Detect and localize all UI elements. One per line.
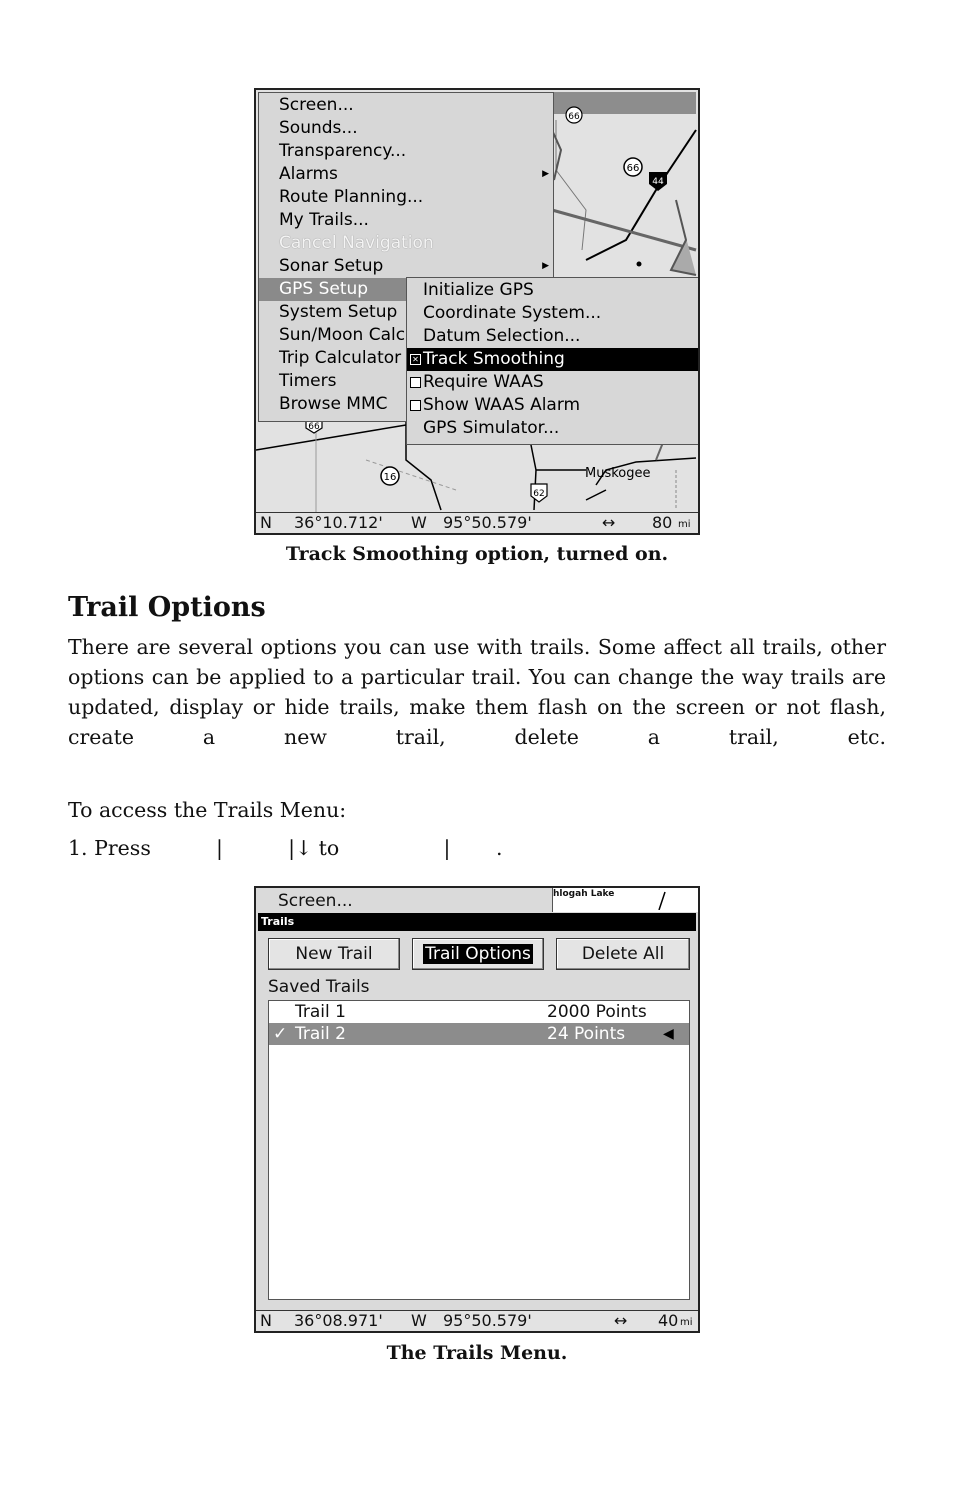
row-pointer-icon: ◀ — [663, 1026, 674, 1042]
trail-name: Trail 1 — [295, 1002, 346, 1022]
svg-text:62: 62 — [533, 489, 545, 499]
highway-shield-16 — [381, 467, 399, 485]
delete-all-button[interactable]: Delete All — [556, 938, 690, 970]
submenu-item-track-smoothing[interactable]: ✕ Track Smoothing — [407, 348, 699, 371]
menu-item-transparency[interactable]: Transparency... — [279, 141, 407, 161]
section-heading: Trail Options — [68, 592, 266, 623]
gps-setup-submenu — [406, 277, 700, 445]
menu-item-route-planning[interactable]: Route Planning... — [279, 187, 424, 207]
map-corner: hlogah Lake — [552, 888, 699, 912]
svg-text:66: 66 — [626, 163, 640, 174]
submenu-item-require-waas[interactable]: Require WAAS — [407, 371, 699, 394]
menu-item-timers[interactable]: Timers — [279, 371, 337, 391]
checkbox-unchecked-icon[interactable] — [410, 400, 421, 411]
trails-title-bar: Trails — [258, 913, 696, 931]
range-unit: mi — [678, 519, 691, 530]
range-unit: mi — [680, 1317, 693, 1328]
checkbox-unchecked-icon[interactable] — [410, 377, 421, 388]
status-bar — [256, 1310, 698, 1331]
saved-trails-label: Saved Trails — [268, 977, 370, 997]
highway-shield-top — [566, 107, 582, 123]
figure-caption-1: Track Smoothing option, turned on. — [285, 543, 669, 565]
checkmark-icon: ✓ — [273, 1024, 288, 1044]
menu-item-system-setup[interactable]: System Setup — [279, 302, 398, 322]
trail-options-button[interactable]: Trail Options — [412, 938, 544, 970]
submenu-item-initialize-gps[interactable]: Initialize GPS — [423, 280, 534, 300]
svg-text:Muskogee: Muskogee — [585, 466, 651, 481]
latitude: 36°08.971' — [294, 1311, 383, 1330]
status-bar — [256, 512, 698, 533]
trail-name: Trail 2 — [295, 1024, 346, 1044]
saved-trails-list — [268, 1000, 690, 1300]
new-trail-button[interactable]: New Trail — [268, 938, 400, 970]
range-value: 80 — [652, 513, 673, 532]
city-label-muskogee — [585, 466, 651, 481]
trail-row-1[interactable] — [269, 1001, 689, 1023]
menu-item-screen[interactable]: Screen... — [279, 95, 354, 115]
submenu-arrow-icon: ▶ — [542, 261, 549, 271]
lat-hemisphere: N — [260, 1311, 272, 1330]
svg-text:66: 66 — [308, 422, 320, 432]
menu-item-sonar-setup[interactable]: Sonar Setup ▶ — [279, 256, 549, 276]
lon-hemisphere: W — [411, 1311, 427, 1330]
trails-menu-screenshot — [254, 886, 700, 1333]
trail-row-2[interactable] — [269, 1023, 689, 1045]
menu-item-trip-calculator[interactable]: Trip Calculator — [279, 348, 402, 368]
range-arrow-icon: ↔ — [602, 513, 616, 532]
gps-setup-screenshot — [254, 88, 700, 535]
menu-item-sun-moon[interactable]: Sun/Moon Calc — [279, 325, 406, 345]
menu-item-alarms[interactable]: Alarms ▶ — [279, 164, 549, 184]
range-value: 40 — [658, 1311, 679, 1330]
menu-item-sounds[interactable]: Sounds... — [279, 118, 358, 138]
trail-points: 2000 Points — [547, 1002, 647, 1022]
figure-caption-2: The Trails Menu. — [386, 1342, 568, 1364]
latitude: 36°10.712' — [294, 513, 383, 532]
submenu-item-show-waas-alarm[interactable]: Show WAAS Alarm — [407, 394, 699, 417]
submenu-arrow-icon: ▶ — [542, 169, 549, 179]
trail-points: 24 Points — [547, 1024, 626, 1044]
intro-paragraph: There are several options you can use with trails. Some affect all trails, other options can be applied to a particular trail. You can change the way trails are updated, display or hide trails, make them flash on the screen or not flash, create a new trail, delete a trail, etc. — [68, 635, 886, 749]
highway-shield-66 — [624, 158, 642, 176]
menu-item-browse-mmc[interactable]: Browse MMC — [279, 394, 388, 414]
submenu-item-datum-selection[interactable]: Datum Selection... — [423, 326, 581, 346]
behind-menu-screen: Screen... — [278, 891, 353, 911]
longitude: 95°50.579' — [443, 1311, 532, 1330]
svg-text:66: 66 — [568, 112, 580, 122]
step-1: 1. Press | |↓ to | . — [68, 836, 503, 860]
menu-item-my-trails[interactable]: My Trails... — [279, 210, 369, 230]
lat-hemisphere: N — [260, 513, 272, 532]
menu-item-gps-setup[interactable]: GPS Setup — [259, 278, 553, 301]
submenu-item-coordinate-system[interactable]: Coordinate System... — [423, 303, 602, 323]
checkbox-checked-icon[interactable]: ✕ — [410, 354, 421, 365]
submenu-item-gps-simulator[interactable]: GPS Simulator... — [423, 418, 560, 438]
menu-item-cancel-navigation: Cancel Navigation — [279, 233, 434, 253]
svg-text:44: 44 — [652, 177, 664, 187]
range-arrow-icon: ↔ — [614, 1311, 628, 1330]
access-instruction: To access the Trails Menu: — [68, 798, 347, 822]
svg-text:16: 16 — [383, 472, 397, 483]
longitude: 95°50.579' — [443, 513, 532, 532]
lon-hemisphere: W — [411, 513, 427, 532]
